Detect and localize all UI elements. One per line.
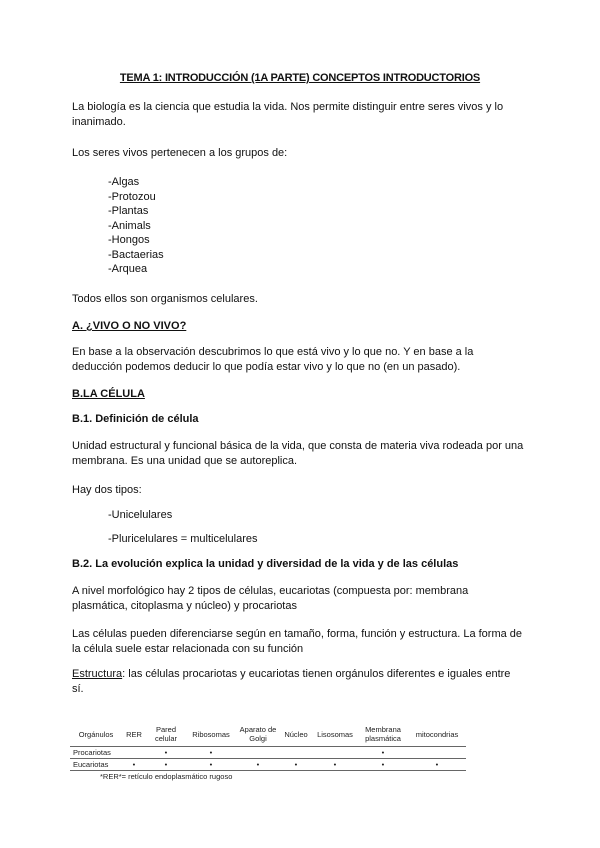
b1-paragraph <box>72 439 532 469</box>
list-item: -Plantas <box>108 205 149 217</box>
table-cell: • <box>408 759 466 771</box>
table-footnote: *RER*= retículo endoplasmático rugoso <box>100 772 233 781</box>
list-item: -Animals <box>108 220 151 232</box>
list-item: -Hongos <box>108 234 150 246</box>
b2-p1-line-2: plasmática, citoplasma y núcleo) y procariotas <box>72 600 297 612</box>
table-row <box>70 759 466 771</box>
list-item: -Protozou <box>108 191 156 203</box>
table-cell: • <box>236 759 280 771</box>
table-header: Lisosomas <box>312 722 358 747</box>
types-intro: Hay dos tipos: <box>72 484 142 496</box>
intro-line-1: La biología es la ciencia que estudia la vida. Nos permite distinguir entre seres vivos y lo <box>72 101 504 113</box>
table-cell: • <box>186 747 236 759</box>
table-header: Aparato de Golgi <box>236 722 280 747</box>
table-cell <box>408 747 466 759</box>
b2-p2-line-2: la célula suele estar relacionada con su función <box>72 643 304 655</box>
table-header: RER <box>122 722 146 747</box>
organelles-table <box>70 722 466 771</box>
table-row <box>70 747 466 759</box>
table-header: Ribosomas <box>186 722 236 747</box>
table-header: Núcleo <box>280 722 312 747</box>
page-title: TEMA 1: INTRODUCCIÓN (1A PARTE) CONCEPTOS INTRODUCTORIOS <box>119 72 481 84</box>
table-cell <box>280 747 312 759</box>
table-cell <box>122 747 146 759</box>
b2-p1-line-1: A nivel morfológico hay 2 tipos de células, eucariotas (compuesta por: membrana <box>72 585 469 597</box>
table-header: Orgánulos <box>70 722 122 747</box>
table-cell: • <box>312 759 358 771</box>
b1-line-1: Unidad estructural y funcional básica de la vida, que consta de materia viva rodeada por una <box>72 440 524 452</box>
table-cell: • <box>122 759 146 771</box>
b2-heading: B.2. La evolución explica la unidad y diversidad de la vida y de las células <box>72 558 459 570</box>
list-item: -Bactaerias <box>108 249 164 261</box>
groups-intro: Los seres vivos pertenecen a los grupos de: <box>72 147 288 159</box>
estructura-line-2: sí. <box>72 683 84 695</box>
table-cell: • <box>280 759 312 771</box>
b1-line-2: membrana. Es una unidad que se autoreplica. <box>72 455 298 467</box>
b2-p2-line-1: Las células pueden diferenciarse según en tamaño, forma, función y estructura. La forma de <box>72 628 523 640</box>
type-item-pluricellular: -Pluricelulares = multicelulares <box>108 533 258 545</box>
table-cell: • <box>358 747 408 759</box>
estructura-text: : las células procariotas y eucariotas tienen orgánulos diferentes e iguales entre <box>122 668 511 680</box>
table-cell: • <box>146 759 186 771</box>
table-cell-label: Procariotas <box>70 747 122 759</box>
table-cell <box>236 747 280 759</box>
section-a-line-1: En base a la observación descubrimos lo que está vivo y lo que no. Y en base a la <box>72 346 474 358</box>
estructura-paragraph <box>72 667 532 697</box>
b2-paragraph-2 <box>72 627 532 657</box>
intro-line-2: inanimado. <box>72 116 126 128</box>
section-a-paragraph <box>72 345 532 375</box>
table-cell: • <box>146 747 186 759</box>
section-a-heading: A. ¿VIVO O NO VIVO? <box>72 320 187 332</box>
all-cellular-text: Todos ellos son organismos celulares. <box>72 293 258 305</box>
table-header: mitocondrias <box>408 722 466 747</box>
list-item: -Arquea <box>108 263 148 275</box>
type-item-unicellular: -Unicelulares <box>108 509 173 521</box>
table-header-row <box>70 722 466 747</box>
table-header: Membrana plasmática <box>358 722 408 747</box>
b1-heading: B.1. Definición de célula <box>72 413 199 425</box>
estructura-line-1 <box>72 667 532 682</box>
list-item: -Algas <box>108 176 140 188</box>
intro-paragraph <box>72 100 532 130</box>
table-cell: • <box>186 759 236 771</box>
table-cell-label: Eucariotas <box>70 759 122 771</box>
section-a-line-2: deducción podemos deducir lo que podía estar vivo y lo que no (en un pasado). <box>72 361 461 373</box>
table-cell: • <box>358 759 408 771</box>
b2-paragraph-1 <box>72 584 532 614</box>
estructura-term: Estructura <box>72 668 123 680</box>
table-header: Pared celular <box>146 722 186 747</box>
section-b-heading: B.LA CÉLULA <box>72 388 145 400</box>
table-cell <box>312 747 358 759</box>
